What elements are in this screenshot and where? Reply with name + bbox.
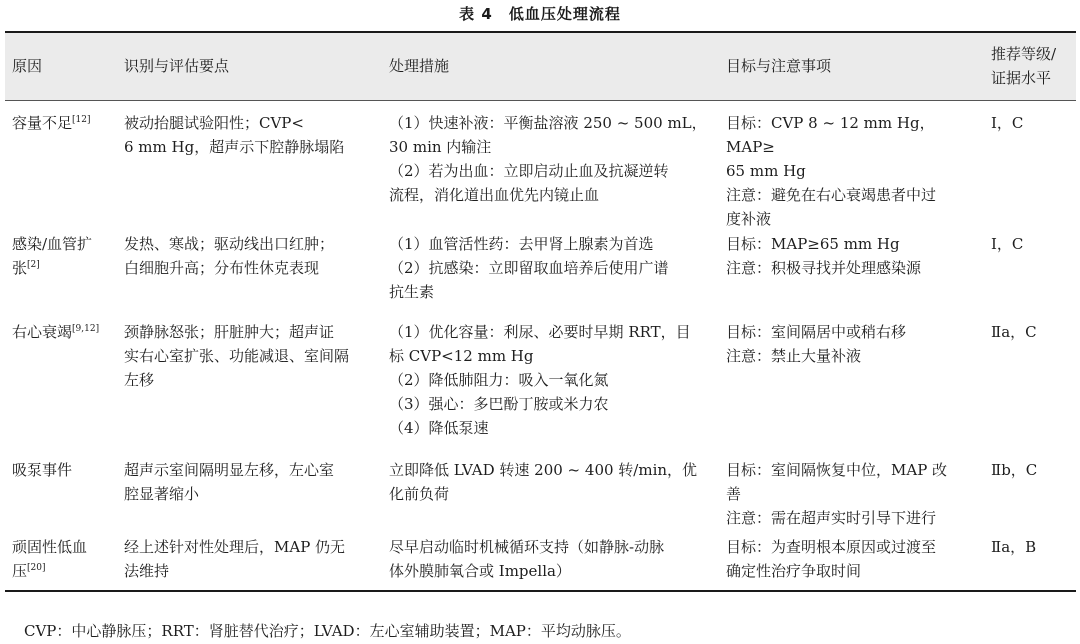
citation: [12]: [72, 114, 91, 125]
text-line: 善: [726, 484, 742, 503]
header-goals: 目标与注意事项: [719, 32, 984, 100]
cause-text: 容量不足: [12, 113, 73, 132]
text-line: 顽固性低血: [12, 537, 88, 556]
text-line: 感染/血管扩: [12, 234, 93, 253]
treatment-cell: [382, 100, 719, 231]
text-line: 目标：MAP≥65 mm Hg: [726, 234, 900, 253]
goals-cell: [719, 100, 984, 231]
table-row: [5, 534, 1076, 591]
text-line: （1）快速补液：平衡盐溶液 250 ~ 500 mL，: [389, 113, 707, 132]
assessment-cell: [117, 100, 382, 231]
text-line: 注意：需在超声实时引导下进行: [726, 508, 937, 527]
text-line: 被动抬腿试验阳性；CVP<: [124, 113, 304, 132]
text-line: 抗生素: [389, 282, 435, 301]
assessment-cell: [117, 452, 382, 534]
grade-cell: Ⅱa，B: [991, 537, 1037, 556]
text-line: 30 min 内输注: [389, 137, 492, 156]
treatment-cell: [382, 534, 719, 591]
text-line: 6 mm Hg，超声示下腔静脉塌陷: [124, 137, 345, 156]
citation: [20]: [27, 562, 46, 573]
table-row: [5, 231, 1076, 316]
text-line: （4）降低泵速: [389, 418, 489, 437]
goals-cell: [719, 316, 984, 452]
hypotension-table: [5, 31, 1076, 592]
assessment-cell: [117, 316, 382, 452]
cause-cell: 吸泵事件: [12, 460, 73, 479]
text-line: （1）血管活性药：去甲肾上腺素为首选: [389, 234, 654, 253]
header-grade-line: 证据水平: [991, 69, 1052, 88]
table-row: [5, 316, 1076, 452]
treatment-cell: [382, 316, 719, 452]
text-line: （2）若为出血：立即启动止血及抗凝逆转: [389, 161, 669, 180]
text-line: 立即降低 LVAD 转速 200 ~ 400 转/min，优: [389, 460, 698, 479]
text-line: 法维持: [124, 561, 170, 580]
table-row: [5, 452, 1076, 534]
cause-cell: [5, 316, 117, 452]
header-grade: [984, 32, 1076, 100]
assessment-cell: [117, 231, 382, 316]
treatment-cell: [382, 231, 719, 316]
text-line: 目标：室间隔恢复中位，MAP 改: [726, 460, 948, 479]
text-line: （1）优化容量：利尿、必要时早期 RRT，目: [389, 322, 691, 341]
text-line: 目标：室间隔居中或稍右移: [726, 322, 907, 341]
header-cause: 原因: [5, 32, 117, 100]
text-line: 体外膜肺氧合或 Impella）: [389, 561, 571, 580]
table-footnote: CVP：中心静脉压；RRT：肾脏替代治疗；LVAD：左心室辅助装置；MAP：平均动脉压。: [24, 622, 631, 640]
table-row: [5, 100, 1076, 231]
text-line: 张: [12, 258, 28, 277]
text-line: 化前负荷: [389, 484, 450, 503]
treatment-cell: [382, 452, 719, 534]
header-row: [5, 32, 1076, 100]
text-line: 标 CVP<12 mm Hg: [389, 346, 534, 365]
text-line: 白细胞升高；分布性休克表现: [124, 258, 320, 277]
goals-cell: [719, 534, 984, 591]
grade-cell: Ⅱa，C: [991, 322, 1037, 341]
text-line: （2）降低肺阻力：吸入一氧化氮: [389, 370, 609, 389]
text-line: 度补液: [726, 209, 772, 228]
grade-cell: Ⅰ，C: [991, 113, 1024, 132]
text-line: 发热、寒战；驱动线出口红肿；: [124, 234, 335, 253]
goals-cell: [719, 452, 984, 534]
grade-cell: Ⅰ，C: [991, 234, 1024, 253]
text-line: 注意：避免在右心衰竭患者中过: [726, 185, 937, 204]
header-treatment: 处理措施: [382, 32, 719, 100]
text-line: 流程，消化道出血优先内镜止血: [389, 185, 600, 204]
header-assessment: 识别与评估要点: [117, 32, 382, 100]
cause-cell: [5, 100, 117, 231]
goals-cell: [719, 231, 984, 316]
cause-cell: [5, 231, 117, 316]
text-line: 65 mm Hg: [726, 161, 806, 180]
header-grade-line: 推荐等级/: [991, 45, 1057, 64]
text-line: 超声示室间隔明显左移，左心室: [124, 460, 335, 479]
table-caption: 表 4 低血压处理流程: [459, 5, 621, 23]
text-line: 左移: [124, 370, 155, 389]
cause-text: 右心衰竭: [12, 322, 73, 341]
text-line: 目标：为查明根本原因或过渡至: [726, 537, 937, 556]
text-line: 腔显著缩小: [124, 484, 200, 503]
text-line: 尽早启动临时机械循环支持（如静脉-动脉: [389, 537, 665, 556]
text-line: 经上述针对性处理后，MAP 仍无: [124, 537, 346, 556]
text-line: 确定性治疗争取时间: [726, 561, 862, 580]
text-line: 目标：CVP 8 ~ 12 mm Hg，MAP≥: [726, 113, 935, 156]
citation: [2]: [27, 259, 40, 270]
citation: [9,12]: [72, 323, 100, 334]
text-line: 压: [12, 561, 28, 580]
assessment-cell: [117, 534, 382, 591]
text-line: 注意：积极寻找并处理感染源: [726, 258, 922, 277]
grade-cell: Ⅱb，C: [991, 460, 1038, 479]
text-line: （2）抗感染：立即留取血培养后使用广谱: [389, 258, 669, 277]
text-line: 注意：禁止大量补液: [726, 346, 862, 365]
text-line: 实右心室扩张、功能减退、室间隔: [124, 346, 350, 365]
text-line: （3）强心：多巴酚丁胺或米力农: [389, 394, 609, 413]
text-line: 颈静脉怒张；肝脏肿大；超声证: [124, 322, 335, 341]
cause-cell: [5, 534, 117, 591]
